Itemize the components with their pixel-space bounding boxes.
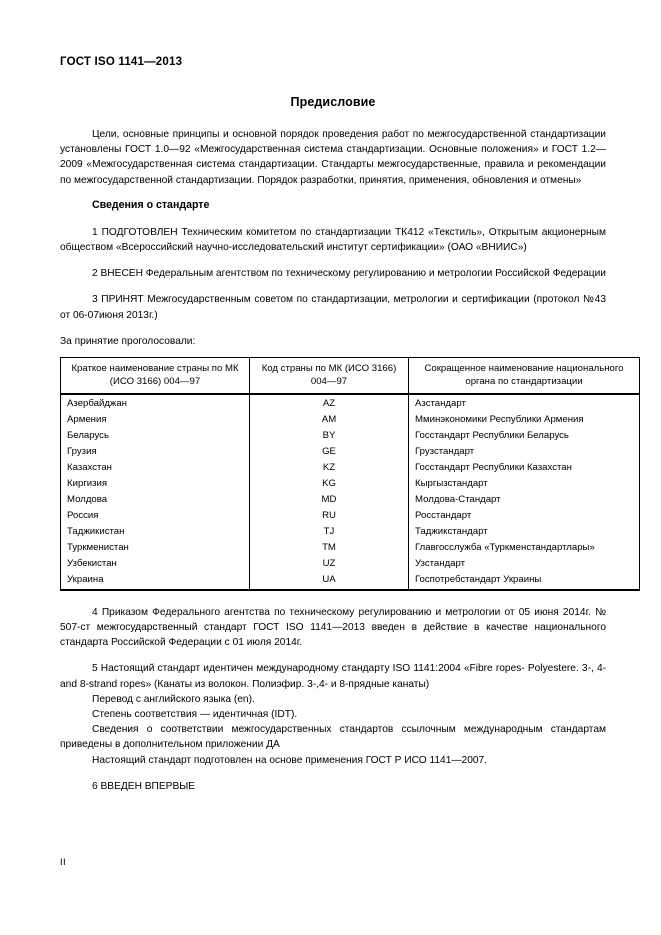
cell-body: Госстандарт Республики Казахстан <box>409 460 640 476</box>
cell-code: AM <box>250 412 409 428</box>
cell-code: MD <box>250 492 409 508</box>
after-table-item-5-line-2: Перевод с английского языка (en). <box>92 693 255 705</box>
cell-body: Грузстандарт <box>409 444 640 460</box>
table-row <box>61 444 640 460</box>
cell-body: Узстандарт <box>409 556 640 572</box>
table-row <box>61 524 640 540</box>
page-content <box>60 55 624 794</box>
vote-table-header <box>61 357 640 394</box>
column-header-body: Сокращенное наименование национального органа по стандартизации <box>409 357 640 394</box>
cell-country: Узбекистан <box>61 556 250 572</box>
after-table-item-5-line-5: Настоящий стандарт подготовлен на основе применения ГОСТ Р ИСО 1141—2007. <box>92 754 488 766</box>
after-table-item-5-block <box>60 661 606 767</box>
standard-info-item-1: 1 ПОДГОТОВЛЕН Техническим комитетом по стандартизации ТК412 «Текстиль», Открытым акционерным обществом «Всероссийский научно-исследовательский институт сертификации» (ОАО «ВНИИС») <box>60 226 606 254</box>
cell-country: Таджикистан <box>61 524 250 540</box>
table-row <box>61 556 640 572</box>
cell-country: Казахстан <box>61 460 250 476</box>
after-table-item-5: 5 Настоящий стандарт идентичен международному стандарту ISO 1141:2004 «Fibre ropes- Polyestere. 3-, 4- and 8-strand ropes» (Канаты из волокон. Полиэфир. 3-,4- и 8-прядные канаты) <box>60 663 606 690</box>
cell-code: RU <box>250 508 409 524</box>
table-row <box>61 508 640 524</box>
standard-info-item-2: 2 ВНЕСЕН Федеральным агентством по техническому регулированию и метрологии Российской Федерации <box>92 268 606 280</box>
table-row <box>61 412 640 428</box>
cell-body: Таджикстандарт <box>409 524 640 540</box>
cell-country: Молдова <box>61 492 250 508</box>
table-row <box>61 492 640 508</box>
cell-body: Азстандарт <box>409 394 640 412</box>
cell-code: GE <box>250 444 409 460</box>
cell-country: Украина <box>61 572 250 590</box>
cell-country: Беларусь <box>61 428 250 444</box>
cell-country: Туркменистан <box>61 540 250 556</box>
after-table-item-5-line-4: Сведения о соответствии межгосударственных стандартов ссылочным международным стандартам приведены в дополнительном приложении ДА <box>60 724 606 751</box>
cell-code: KZ <box>250 460 409 476</box>
standard-info-item-3: 3 ПРИНЯТ Межгосударственным советом по стандартизации, метрологии и сертификации (протокол №43 от 06-07июня 2013г.) <box>60 294 606 321</box>
cell-country: Киргизия <box>61 476 250 492</box>
section-heading-standard-info: Сведения о стандарте <box>92 198 210 211</box>
cell-code: TJ <box>250 524 409 540</box>
cell-body: Росстандарт <box>409 508 640 524</box>
page-title: Предисловие <box>290 95 376 109</box>
vote-table-body <box>61 394 640 590</box>
cell-body: Кыргызстандарт <box>409 476 640 492</box>
table-row <box>61 572 640 590</box>
cell-code: UA <box>250 572 409 590</box>
cell-body: Госпотребстандарт Украины <box>409 572 640 590</box>
cell-body: Молдова-Стандарт <box>409 492 640 508</box>
after-table-item-4: 4 Приказом Федерального агентства по техническому регулированию и метрологии от 05 июня 2014г. № 507-ст межгосударственный стандарт ГОСТ ISO 1141—2013 введен в действие в качестве национального стандарта Российской Федерации с 01 июля 2014г. <box>60 606 606 649</box>
after-table-item-5-line-3: Степень соответствия — идентичная (IDT). <box>92 709 298 721</box>
document-code: ГОСТ ISO 1141—2013 <box>60 56 183 68</box>
cell-code: BY <box>250 428 409 444</box>
table-row <box>61 476 640 492</box>
cell-country: Россия <box>61 508 250 524</box>
cell-country: Азербайджан <box>61 394 250 412</box>
table-header-row <box>61 357 640 394</box>
cell-code: KG <box>250 476 409 492</box>
table-row <box>61 460 640 476</box>
vote-table <box>60 357 640 591</box>
page-number: II <box>60 857 67 868</box>
cell-body: Госстандарт Республики Беларусь <box>409 428 640 444</box>
cell-country: Грузия <box>61 444 250 460</box>
table-row <box>61 540 640 556</box>
intro-paragraph: Цели, основные принципы и основной порядок проведения работ по межгосударственной стандартизации установлены ГОСТ 1.0—92 «Межгосударственная система стандартизации. Основные положения» и ГОСТ 1.2—2009 «Межгосударственная система стандартизации. Стандарты межгосударственные, правила и рекомендации по межгосударственной стандартизации. Порядок разработки, принятия, применения, обновления и отмены» <box>60 129 606 186</box>
cell-body: Главгосслужба «Туркменстандартлары» <box>409 540 640 556</box>
cell-code: UZ <box>250 556 409 572</box>
cell-code: AZ <box>250 394 409 412</box>
cell-code: TM <box>250 540 409 556</box>
table-row <box>61 394 640 412</box>
vote-lead-in: За принятие проголосовали: <box>60 335 196 347</box>
cell-country: Армения <box>61 412 250 428</box>
after-table-item-6: 6 ВВЕДЕН ВПЕРВЫЕ <box>92 780 196 792</box>
column-header-country: Краткое наименование страны по МК (ИСО 3166) 004—97 <box>61 357 250 394</box>
column-header-code: Код страны по МК (ИСО 3166) 004—97 <box>250 357 409 394</box>
cell-body: Мминэкономики Республики Армения <box>409 412 640 428</box>
table-row <box>61 428 640 444</box>
